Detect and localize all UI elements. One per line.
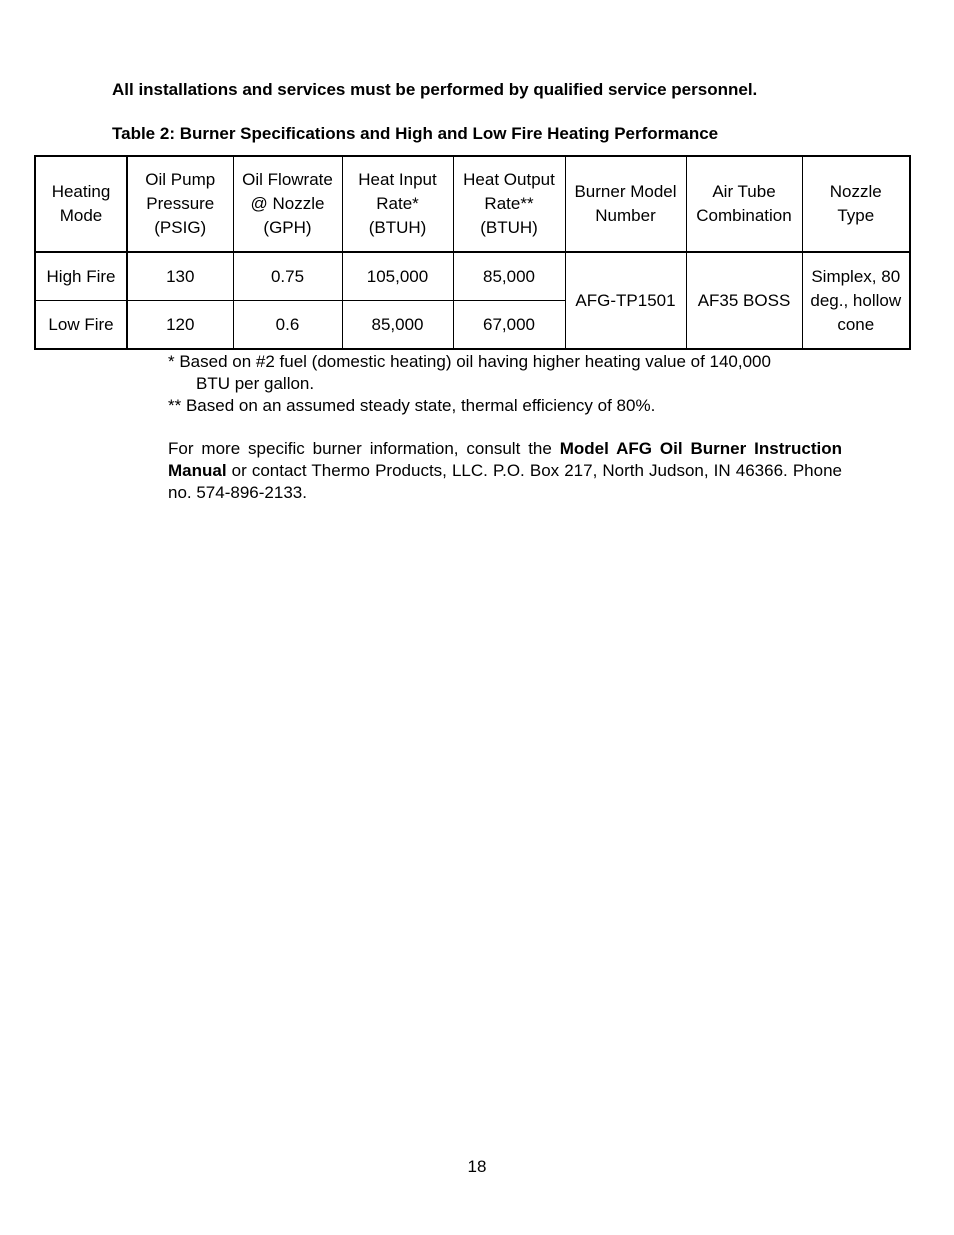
burner-spec-table xyxy=(34,155,911,350)
contact-paragraph: For more specific burner information, consult the Model AFG Oil Burner Instruction Manual or contact Thermo Products, LLC. P.O. Box 217, North Judson, IN 46366. Phone no. 574-896-2133. xyxy=(168,439,842,502)
cell-heat-output: 67,000 xyxy=(453,301,565,350)
header-burner-model: Burner Model Number xyxy=(565,156,686,252)
header-heat-input: Heat Input Rate* (BTUH) xyxy=(342,156,453,252)
cell-heat-input: 105,000 xyxy=(342,252,453,301)
header-heating-mode: Heating Mode xyxy=(35,156,127,252)
cell-oil-pump-pressure: 120 xyxy=(127,301,233,350)
cell-heat-input: 85,000 xyxy=(342,301,453,350)
cell-oil-flowrate: 0.6 xyxy=(233,301,342,350)
cell-air-tube: AF35 BOSS xyxy=(686,252,802,349)
header-nozzle-type: Nozzle Type xyxy=(802,156,910,252)
header-heat-output: Heat Output Rate** (BTUH) xyxy=(453,156,565,252)
table-footnotes xyxy=(168,351,842,417)
cell-heating-mode: Low Fire xyxy=(35,301,127,350)
safety-notice: All installations and services must be performed by qualified service personnel. xyxy=(112,80,758,99)
header-oil-flowrate: Oil Flowrate @ Nozzle (GPH) xyxy=(233,156,342,252)
manual-name: Model AFG Oil Burner Instruction Manual xyxy=(168,439,842,480)
cell-heating-mode: High Fire xyxy=(35,252,127,301)
footnote-heat-output: ** Based on an assumed steady state, thermal efficiency of 80%. xyxy=(168,396,656,415)
footnote-heat-input-continued: BTU per gallon. xyxy=(196,374,315,393)
header-oil-pump-pressure: Oil Pump Pressure (PSIG) xyxy=(127,156,233,252)
cell-oil-pump-pressure: 130 xyxy=(127,252,233,301)
table-title: Table 2: Burner Specifications and High and Low Fire Heating Performance xyxy=(112,124,719,143)
table-header-row xyxy=(35,156,910,252)
cell-burner-model: AFG-TP1501 xyxy=(565,252,686,349)
header-air-tube: Air Tube Combination xyxy=(686,156,802,252)
page-number: 18 xyxy=(467,1157,487,1176)
footnote-heat-input: * Based on #2 fuel (domestic heating) oil having higher heating value of 140,000 xyxy=(168,352,771,371)
cell-nozzle-type: Simplex, 80 deg., hollow cone xyxy=(802,252,910,349)
cell-heat-output: 85,000 xyxy=(453,252,565,301)
table-row xyxy=(35,252,910,301)
cell-oil-flowrate: 0.75 xyxy=(233,252,342,301)
